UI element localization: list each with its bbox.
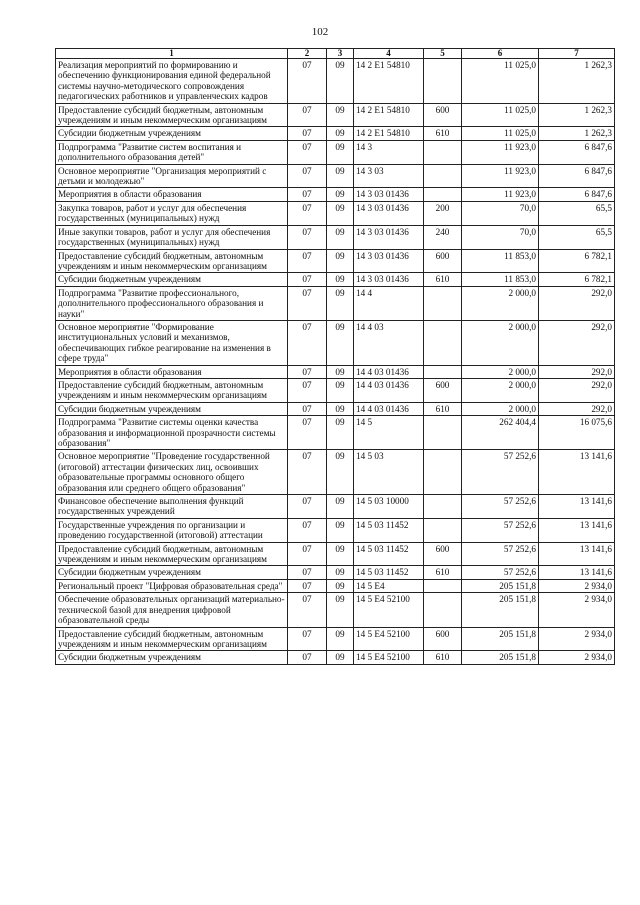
expense-type-cell: 610	[424, 566, 462, 579]
table-row	[56, 225, 615, 249]
row-name-cell: Субсидии бюджетным учреждениям	[56, 127, 288, 140]
amount-plan-cell: 2 000,0	[462, 365, 539, 378]
table-row	[56, 140, 615, 164]
subsection-code-cell: 09	[327, 542, 354, 566]
target-article-cell: 14 3 03 01436	[354, 249, 424, 273]
expense-type-cell	[424, 140, 462, 164]
amount-plan-cell: 262 404,4	[462, 416, 539, 450]
subsection-code-cell: 09	[327, 103, 354, 127]
section-code-cell: 07	[288, 402, 327, 415]
amount-plan-cell: 11 853,0	[462, 273, 539, 286]
row-name-cell: Субсидии бюджетным учреждениям	[56, 651, 288, 664]
subsection-code-cell: 09	[327, 320, 354, 365]
subsection-code-cell: 09	[327, 286, 354, 320]
expense-type-cell: 610	[424, 402, 462, 415]
amount-actual-cell: 13 141,6	[539, 450, 615, 495]
expense-type-cell	[424, 320, 462, 365]
subsection-code-cell: 09	[327, 249, 354, 273]
target-article-cell: 14 3	[354, 140, 424, 164]
amount-plan-cell: 57 252,6	[462, 495, 539, 519]
amount-actual-cell: 1 262,3	[539, 59, 615, 104]
amount-actual-cell: 6 847,6	[539, 140, 615, 164]
amount-plan-cell: 11 853,0	[462, 249, 539, 273]
amount-actual-cell: 1 262,3	[539, 103, 615, 127]
target-article-cell: 14 4	[354, 286, 424, 320]
column-header: 1	[56, 49, 288, 59]
amount-actual-cell: 2 934,0	[539, 593, 615, 627]
table-row	[56, 450, 615, 495]
section-code-cell: 07	[288, 201, 327, 225]
amount-actual-cell: 6 847,6	[539, 164, 615, 188]
amount-actual-cell: 292,0	[539, 365, 615, 378]
amount-actual-cell: 292,0	[539, 320, 615, 365]
subsection-code-cell: 09	[327, 365, 354, 378]
column-header: 6	[462, 49, 539, 59]
row-name-cell: Основное мероприятие "Формирование институциональных условий и механизмов, обеспечивающих гибкое реагирование на изменения в сфере труда"	[56, 320, 288, 365]
section-code-cell: 07	[288, 127, 327, 140]
subsection-code-cell: 09	[327, 579, 354, 592]
section-code-cell: 07	[288, 286, 327, 320]
table-row	[56, 201, 615, 225]
subsection-code-cell: 09	[327, 201, 354, 225]
amount-plan-cell: 205 151,8	[462, 593, 539, 627]
amount-plan-cell: 11 025,0	[462, 127, 539, 140]
expense-type-cell	[424, 518, 462, 542]
row-name-cell: Мероприятия в области образования	[56, 365, 288, 378]
amount-actual-cell: 13 141,6	[539, 495, 615, 519]
section-code-cell: 07	[288, 365, 327, 378]
amount-actual-cell: 6 782,1	[539, 249, 615, 273]
amount-actual-cell: 13 141,6	[539, 566, 615, 579]
section-code-cell: 07	[288, 320, 327, 365]
expense-type-cell: 600	[424, 542, 462, 566]
expense-type-cell	[424, 164, 462, 188]
column-header: 2	[288, 49, 327, 59]
row-name-cell: Подпрограмма "Развитие системы оценки качества образования и информационной прозрачности системы образования"	[56, 416, 288, 450]
section-code-cell: 07	[288, 416, 327, 450]
table-row	[56, 542, 615, 566]
row-name-cell: Субсидии бюджетным учреждениям	[56, 273, 288, 286]
amount-plan-cell: 57 252,6	[462, 518, 539, 542]
amount-actual-cell: 2 934,0	[539, 651, 615, 664]
amount-actual-cell: 13 141,6	[539, 518, 615, 542]
row-name-cell: Предоставление субсидий бюджетным, автономным учреждениям и иным некоммерческим организациям	[56, 249, 288, 273]
subsection-code-cell: 09	[327, 225, 354, 249]
target-article-cell: 14 3 03 01436	[354, 225, 424, 249]
section-code-cell: 07	[288, 627, 327, 651]
amount-plan-cell: 205 151,8	[462, 627, 539, 651]
row-name-cell: Предоставление субсидий бюджетным, автономным учреждениям и иным некоммерческим организациям	[56, 627, 288, 651]
expense-type-cell: 600	[424, 249, 462, 273]
amount-actual-cell: 65,5	[539, 201, 615, 225]
section-code-cell: 07	[288, 542, 327, 566]
subsection-code-cell: 09	[327, 651, 354, 664]
amount-plan-cell: 2 000,0	[462, 402, 539, 415]
amount-plan-cell: 2 000,0	[462, 286, 539, 320]
amount-plan-cell: 205 151,8	[462, 579, 539, 592]
expense-type-cell: 600	[424, 627, 462, 651]
table-row	[56, 627, 615, 651]
amount-actual-cell: 16 075,6	[539, 416, 615, 450]
section-code-cell: 07	[288, 140, 327, 164]
target-article-cell: 14 5 03 11452	[354, 542, 424, 566]
amount-plan-cell: 2 000,0	[462, 320, 539, 365]
section-code-cell: 07	[288, 249, 327, 273]
table-row	[56, 579, 615, 592]
table-row	[56, 651, 615, 664]
row-name-cell: Финансовое обеспечение выполнения функций государственных учреждений	[56, 495, 288, 519]
subsection-code-cell: 09	[327, 378, 354, 402]
amount-actual-cell: 6 782,1	[539, 273, 615, 286]
row-name-cell: Основное мероприятие "Проведение государственной (итоговой) аттестации физических лиц, освоивших образовательные программы основного общего образования или среднего общего образования"	[56, 450, 288, 495]
amount-actual-cell: 2 934,0	[539, 579, 615, 592]
subsection-code-cell: 09	[327, 416, 354, 450]
subsection-code-cell: 09	[327, 566, 354, 579]
target-article-cell: 14 2 E1 54810	[354, 59, 424, 104]
section-code-cell: 07	[288, 188, 327, 201]
amount-actual-cell: 13 141,6	[539, 542, 615, 566]
table-row	[56, 593, 615, 627]
expense-type-cell: 610	[424, 273, 462, 286]
table-row	[56, 249, 615, 273]
amount-plan-cell: 11 923,0	[462, 188, 539, 201]
amount-plan-cell: 70,0	[462, 201, 539, 225]
row-name-cell: Закупка товаров, работ и услуг для обеспечения государственных (муниципальных) нужд	[56, 201, 288, 225]
section-code-cell: 07	[288, 164, 327, 188]
amount-plan-cell: 11 923,0	[462, 140, 539, 164]
target-article-cell: 14 2 E1 54810	[354, 127, 424, 140]
budget-table	[55, 48, 615, 665]
column-header: 7	[539, 49, 615, 59]
amount-actual-cell: 6 847,6	[539, 188, 615, 201]
amount-plan-cell: 205 151,8	[462, 651, 539, 664]
expense-type-cell	[424, 416, 462, 450]
row-name-cell: Государственные учреждения по организации и проведению государственной (итоговой) аттестации	[56, 518, 288, 542]
section-code-cell: 07	[288, 651, 327, 664]
row-name-cell: Субсидии бюджетным учреждениям	[56, 566, 288, 579]
target-article-cell: 14 5 03 11452	[354, 566, 424, 579]
column-header: 4	[354, 49, 424, 59]
section-code-cell: 07	[288, 103, 327, 127]
table-row	[56, 566, 615, 579]
column-header: 3	[327, 49, 354, 59]
subsection-code-cell: 09	[327, 402, 354, 415]
table-row	[56, 495, 615, 519]
expense-type-cell	[424, 450, 462, 495]
section-code-cell: 07	[288, 566, 327, 579]
row-name-cell: Предоставление субсидий бюджетным, автономным учреждениям и иным некоммерческим организациям	[56, 378, 288, 402]
section-code-cell: 07	[288, 59, 327, 104]
target-article-cell: 14 5 03	[354, 450, 424, 495]
column-header: 5	[424, 49, 462, 59]
amount-actual-cell: 1 262,3	[539, 127, 615, 140]
amount-actual-cell: 2 934,0	[539, 627, 615, 651]
target-article-cell: 14 5 E4 52100	[354, 627, 424, 651]
table-row	[56, 320, 615, 365]
expense-type-cell: 240	[424, 225, 462, 249]
target-article-cell: 14 5 E4 52100	[354, 651, 424, 664]
table-row	[56, 286, 615, 320]
section-code-cell: 07	[288, 273, 327, 286]
table-header-row	[56, 49, 615, 59]
row-name-cell: Реализация мероприятий по формированию и обеспечению функционирования единой федеральной системы научно-методического сопровождения педагогических работников и управленческих кадров	[56, 59, 288, 104]
amount-plan-cell: 57 252,6	[462, 450, 539, 495]
expense-type-cell	[424, 495, 462, 519]
table-row	[56, 127, 615, 140]
amount-actual-cell: 65,5	[539, 225, 615, 249]
row-name-cell: Подпрограмма "Развитие систем воспитания и дополнительного образования детей"	[56, 140, 288, 164]
amount-plan-cell: 11 025,0	[462, 103, 539, 127]
table-row	[56, 518, 615, 542]
subsection-code-cell: 09	[327, 188, 354, 201]
target-article-cell: 14 3 03 01436	[354, 273, 424, 286]
expense-type-cell	[424, 286, 462, 320]
subsection-code-cell: 09	[327, 627, 354, 651]
amount-actual-cell: 292,0	[539, 286, 615, 320]
amount-actual-cell: 292,0	[539, 402, 615, 415]
table-body	[56, 59, 615, 665]
target-article-cell: 14 5 E4 52100	[354, 593, 424, 627]
expense-type-cell: 600	[424, 103, 462, 127]
expense-type-cell: 610	[424, 127, 462, 140]
expense-type-cell	[424, 365, 462, 378]
table-row	[56, 164, 615, 188]
expense-type-cell	[424, 188, 462, 201]
target-article-cell: 14 5 03 11452	[354, 518, 424, 542]
subsection-code-cell: 09	[327, 140, 354, 164]
row-name-cell: Основное мероприятие "Организация мероприятий с детьми и молодежью"	[56, 164, 288, 188]
section-code-cell: 07	[288, 593, 327, 627]
table-row	[56, 378, 615, 402]
expense-type-cell	[424, 593, 462, 627]
subsection-code-cell: 09	[327, 450, 354, 495]
target-article-cell: 14 3 03 01436	[354, 188, 424, 201]
target-article-cell: 14 5 E4	[354, 579, 424, 592]
table-row	[56, 59, 615, 104]
table-row	[56, 273, 615, 286]
target-article-cell: 14 4 03	[354, 320, 424, 365]
amount-plan-cell: 2 000,0	[462, 378, 539, 402]
row-name-cell: Подпрограмма "Развитие профессионального, дополнительного профессионального образования и науки"	[56, 286, 288, 320]
subsection-code-cell: 09	[327, 127, 354, 140]
subsection-code-cell: 09	[327, 59, 354, 104]
section-code-cell: 07	[288, 225, 327, 249]
row-name-cell: Обеспечение образовательных организаций материально-технической базой для внедрения цифровой образовательной среды	[56, 593, 288, 627]
subsection-code-cell: 09	[327, 164, 354, 188]
row-name-cell: Мероприятия в области образования	[56, 188, 288, 201]
expense-type-cell	[424, 59, 462, 104]
amount-plan-cell: 11 923,0	[462, 164, 539, 188]
amount-plan-cell: 11 025,0	[462, 59, 539, 104]
row-name-cell: Региональный проект "Цифровая образовательная среда"	[56, 579, 288, 592]
amount-actual-cell: 292,0	[539, 378, 615, 402]
row-name-cell: Предоставление субсидий бюджетным, автономным учреждениям и иным некоммерческим организациям	[56, 103, 288, 127]
amount-plan-cell: 70,0	[462, 225, 539, 249]
target-article-cell: 14 4 03 01436	[354, 402, 424, 415]
row-name-cell: Предоставление субсидий бюджетным, автономным учреждениям и иным некоммерческим организациям	[56, 542, 288, 566]
expense-type-cell: 200	[424, 201, 462, 225]
target-article-cell: 14 4 03 01436	[354, 365, 424, 378]
target-article-cell: 14 5	[354, 416, 424, 450]
table-row	[56, 103, 615, 127]
subsection-code-cell: 09	[327, 518, 354, 542]
subsection-code-cell: 09	[327, 495, 354, 519]
table-row	[56, 402, 615, 415]
target-article-cell: 14 4 03 01436	[354, 378, 424, 402]
table-row	[56, 416, 615, 450]
table-row	[56, 188, 615, 201]
target-article-cell: 14 2 E1 54810	[354, 103, 424, 127]
expense-type-cell	[424, 579, 462, 592]
expense-type-cell: 600	[424, 378, 462, 402]
target-article-cell: 14 5 03 10000	[354, 495, 424, 519]
row-name-cell: Субсидии бюджетным учреждениям	[56, 402, 288, 415]
section-code-cell: 07	[288, 378, 327, 402]
subsection-code-cell: 09	[327, 273, 354, 286]
amount-plan-cell: 57 252,6	[462, 566, 539, 579]
page-number: 102	[311, 26, 329, 38]
section-code-cell: 07	[288, 495, 327, 519]
target-article-cell: 14 3 03 01436	[354, 201, 424, 225]
table-row	[56, 365, 615, 378]
section-code-cell: 07	[288, 450, 327, 495]
amount-plan-cell: 57 252,6	[462, 542, 539, 566]
target-article-cell: 14 3 03	[354, 164, 424, 188]
expense-type-cell: 610	[424, 651, 462, 664]
section-code-cell: 07	[288, 518, 327, 542]
row-name-cell: Иные закупки товаров, работ и услуг для обеспечения государственных (муниципальных) нужд	[56, 225, 288, 249]
subsection-code-cell: 09	[327, 593, 354, 627]
section-code-cell: 07	[288, 579, 327, 592]
